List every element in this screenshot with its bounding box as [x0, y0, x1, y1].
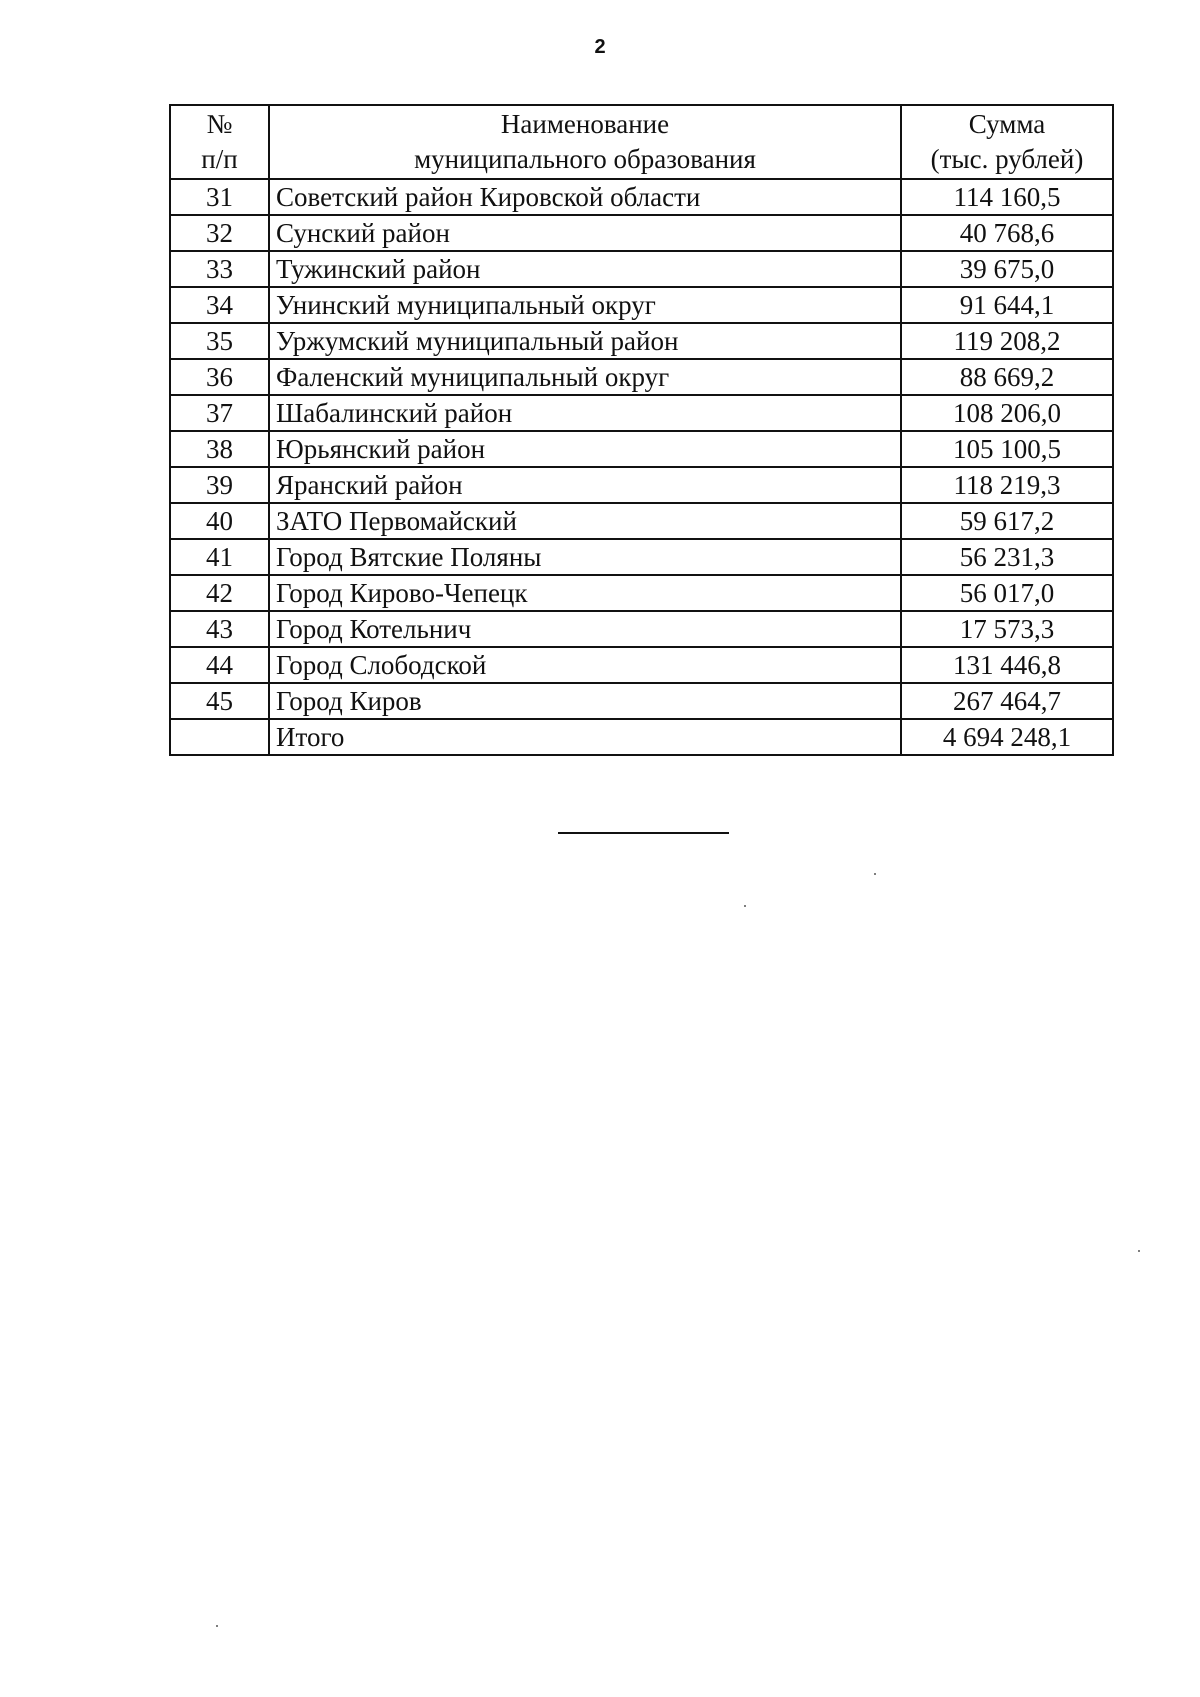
row-number: 32 — [170, 215, 269, 251]
amount: 56 231,3 — [901, 539, 1113, 575]
header-name-line-1: Наименование — [500, 109, 670, 139]
row-number: 44 — [170, 647, 269, 683]
municipality-name: Город Слободской — [269, 647, 901, 683]
table-row — [170, 647, 1113, 683]
table-row — [170, 575, 1113, 611]
row-number: 31 — [170, 179, 269, 215]
amount: 56 017,0 — [901, 575, 1113, 611]
row-number: 43 — [170, 611, 269, 647]
page-number: 2 — [594, 36, 606, 58]
row-number: 36 — [170, 359, 269, 395]
table-row — [170, 431, 1113, 467]
table-row — [170, 683, 1113, 719]
table-row — [170, 287, 1113, 323]
row-number: 39 — [170, 467, 269, 503]
amount: 267 464,7 — [901, 683, 1113, 719]
row-number: 45 — [170, 683, 269, 719]
municipality-name: Советский район Кировской области — [269, 179, 901, 215]
total-amount: 4 694 248,1 — [901, 719, 1113, 755]
amount: 39 675,0 — [901, 251, 1113, 287]
row-number: 33 — [170, 251, 269, 287]
municipality-name: Тужинский район — [269, 251, 901, 287]
row-number: 40 — [170, 503, 269, 539]
closing-rule — [558, 832, 729, 834]
amount: 17 573,3 — [901, 611, 1113, 647]
row-number: 41 — [170, 539, 269, 575]
total-row — [170, 719, 1113, 755]
allocation-table — [169, 104, 1114, 756]
scan-speck — [874, 873, 876, 875]
amount: 88 669,2 — [901, 359, 1113, 395]
total-number — [170, 719, 269, 755]
amount: 105 100,5 — [901, 431, 1113, 467]
table-row — [170, 215, 1113, 251]
row-number: 37 — [170, 395, 269, 431]
header-sum — [901, 105, 1113, 179]
scan-speck — [216, 1625, 218, 1627]
amount: 118 219,3 — [901, 467, 1113, 503]
municipality-name: Сунский район — [269, 215, 901, 251]
row-number: 38 — [170, 431, 269, 467]
table-header — [170, 105, 1113, 179]
municipality-name: Город Котельнич — [269, 611, 901, 647]
table-row — [170, 611, 1113, 647]
table-row — [170, 251, 1113, 287]
header-number — [170, 105, 269, 179]
municipality-name: Город Кирово-Чепецк — [269, 575, 901, 611]
table-row — [170, 323, 1113, 359]
amount: 131 446,8 — [901, 647, 1113, 683]
municipality-name: Город Киров — [269, 683, 901, 719]
municipality-name: Юрьянский район — [269, 431, 901, 467]
row-number: 34 — [170, 287, 269, 323]
municipality-name: ЗАТО Первомайский — [269, 503, 901, 539]
amount: 91 644,1 — [901, 287, 1113, 323]
header-name-line-2: муниципального образования — [414, 144, 756, 174]
amount: 114 160,5 — [901, 179, 1113, 215]
table-row — [170, 539, 1113, 575]
municipality-name: Унинский муниципальный округ — [269, 287, 901, 323]
municipality-name: Город Вятские Поляны — [269, 539, 901, 575]
amount: 119 208,2 — [901, 323, 1113, 359]
row-number: 42 — [170, 575, 269, 611]
amount: 108 206,0 — [901, 395, 1113, 431]
municipality-name: Шабалинский район — [269, 395, 901, 431]
header-sum-line-1: Сумма — [968, 109, 1046, 139]
header-name — [269, 105, 901, 179]
table-body — [170, 179, 1113, 755]
scan-speck — [744, 905, 746, 907]
table-row — [170, 179, 1113, 215]
total-label: Итого — [269, 719, 901, 755]
municipality-name: Фаленский муниципальный округ — [269, 359, 901, 395]
municipality-name: Яранский район — [269, 467, 901, 503]
table-row — [170, 359, 1113, 395]
table-row — [170, 395, 1113, 431]
allocation-table-container — [169, 104, 1112, 756]
table-row — [170, 467, 1113, 503]
amount: 59 617,2 — [901, 503, 1113, 539]
municipality-name: Уржумский муниципальный район — [269, 323, 901, 359]
scan-speck — [1138, 1250, 1140, 1252]
header-number-line-1: № — [206, 109, 233, 139]
header-number-line-2: п/п — [201, 144, 238, 174]
header-sum-line-2: (тыс. рублей) — [930, 144, 1084, 174]
row-number: 35 — [170, 323, 269, 359]
table-header-row — [170, 105, 1113, 179]
amount: 40 768,6 — [901, 215, 1113, 251]
table-row — [170, 503, 1113, 539]
